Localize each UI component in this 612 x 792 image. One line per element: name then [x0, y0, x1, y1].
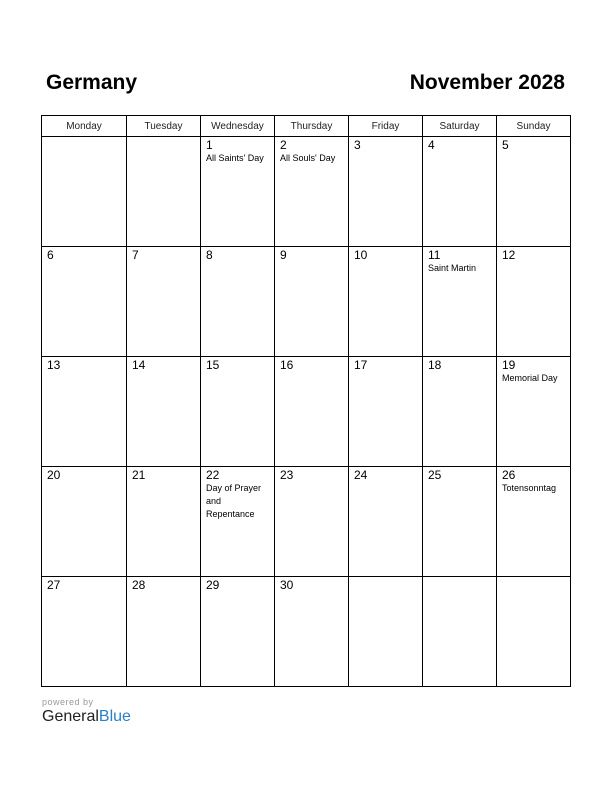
day-cell — [423, 247, 497, 357]
powered-by-text: powered by — [42, 697, 94, 707]
day-cell — [42, 467, 127, 577]
day-cell — [275, 577, 349, 687]
day-number: 29 — [206, 578, 220, 592]
week-row — [42, 357, 571, 467]
day-cell — [201, 137, 275, 247]
week-row — [42, 137, 571, 247]
day-number: 17 — [354, 358, 368, 372]
day-cell — [349, 467, 423, 577]
day-cell — [423, 577, 497, 687]
brand-general: General — [42, 708, 99, 725]
day-number: 8 — [206, 248, 213, 262]
weekday-header: Sunday — [497, 116, 571, 137]
day-cell — [127, 467, 201, 577]
day-cell — [497, 357, 571, 467]
day-cell — [201, 467, 275, 577]
day-cell — [127, 577, 201, 687]
day-number: 12 — [502, 248, 516, 262]
day-number: 9 — [280, 248, 287, 262]
day-cell — [127, 357, 201, 467]
day-number: 16 — [280, 358, 294, 372]
day-number: 6 — [47, 248, 54, 262]
day-cell — [423, 467, 497, 577]
day-number — [127, 137, 200, 139]
day-number: 7 — [132, 248, 139, 262]
calendar-grid — [41, 115, 571, 687]
day-cell — [42, 577, 127, 687]
day-number: 4 — [428, 138, 435, 152]
day-cell — [497, 467, 571, 577]
day-number: 27 — [47, 578, 61, 592]
day-number: 15 — [206, 358, 220, 372]
day-cell — [42, 357, 127, 467]
day-cell — [127, 247, 201, 357]
week-row — [42, 577, 571, 687]
holiday-label: Saint Martin — [428, 263, 477, 273]
week-row — [42, 247, 571, 357]
day-cell — [497, 577, 571, 687]
day-cell — [423, 137, 497, 247]
day-cell — [349, 137, 423, 247]
day-cell — [42, 137, 127, 247]
day-cell — [349, 577, 423, 687]
day-number — [497, 577, 570, 579]
day-number: 13 — [47, 358, 61, 372]
day-number: 25 — [428, 468, 442, 482]
day-cell — [497, 247, 571, 357]
country-title: Germany — [46, 71, 138, 94]
day-cell — [127, 137, 201, 247]
day-cell — [275, 467, 349, 577]
day-cell — [497, 137, 571, 247]
brand-blue: Blue — [98, 708, 131, 725]
weekday-header: Saturday — [423, 116, 497, 137]
day-number: 22 — [206, 468, 220, 482]
day-number: 30 — [280, 578, 294, 592]
brand-logo[interactable] — [42, 708, 131, 726]
day-cell — [42, 247, 127, 357]
weekday-header: Tuesday — [127, 116, 201, 137]
day-cell — [349, 247, 423, 357]
day-number: 21 — [132, 468, 146, 482]
day-number: 5 — [502, 138, 509, 152]
day-cell — [201, 577, 275, 687]
day-cell — [349, 357, 423, 467]
day-cell — [275, 247, 349, 357]
day-cell — [423, 357, 497, 467]
day-cell — [201, 357, 275, 467]
day-number: 10 — [354, 248, 368, 262]
day-number: 19 — [502, 358, 516, 372]
day-number: 3 — [354, 138, 361, 152]
day-number: 28 — [132, 578, 146, 592]
day-cell — [275, 137, 349, 247]
day-cell — [201, 247, 275, 357]
day-number: 24 — [354, 468, 368, 482]
holiday-label: All Souls' Day — [280, 153, 336, 163]
weekday-header: Friday — [349, 116, 423, 137]
weekday-header: Thursday — [275, 116, 349, 137]
day-number — [423, 577, 496, 579]
holiday-label: Totensonntag — [502, 483, 557, 493]
day-number: 14 — [132, 358, 146, 372]
day-number: 2 — [280, 138, 287, 152]
day-number: 26 — [502, 468, 516, 482]
day-number: 18 — [428, 358, 442, 372]
day-number: 20 — [47, 468, 61, 482]
month-year-title: November 2028 — [409, 71, 565, 94]
day-number: 23 — [280, 468, 294, 482]
day-cell — [275, 357, 349, 467]
weekday-header: Monday — [42, 116, 127, 137]
weekday-header: Wednesday — [201, 116, 275, 137]
holiday-label: Memorial Day — [502, 373, 558, 383]
weekday-header-row — [42, 116, 571, 137]
day-number: 11 — [428, 248, 441, 262]
day-number — [42, 137, 126, 139]
holiday-label: All Saints' Day — [206, 153, 264, 163]
week-row — [42, 467, 571, 577]
holiday-label: Day of Prayer and Repentance — [206, 483, 262, 519]
day-number — [349, 577, 422, 579]
day-number: 1 — [206, 138, 213, 152]
